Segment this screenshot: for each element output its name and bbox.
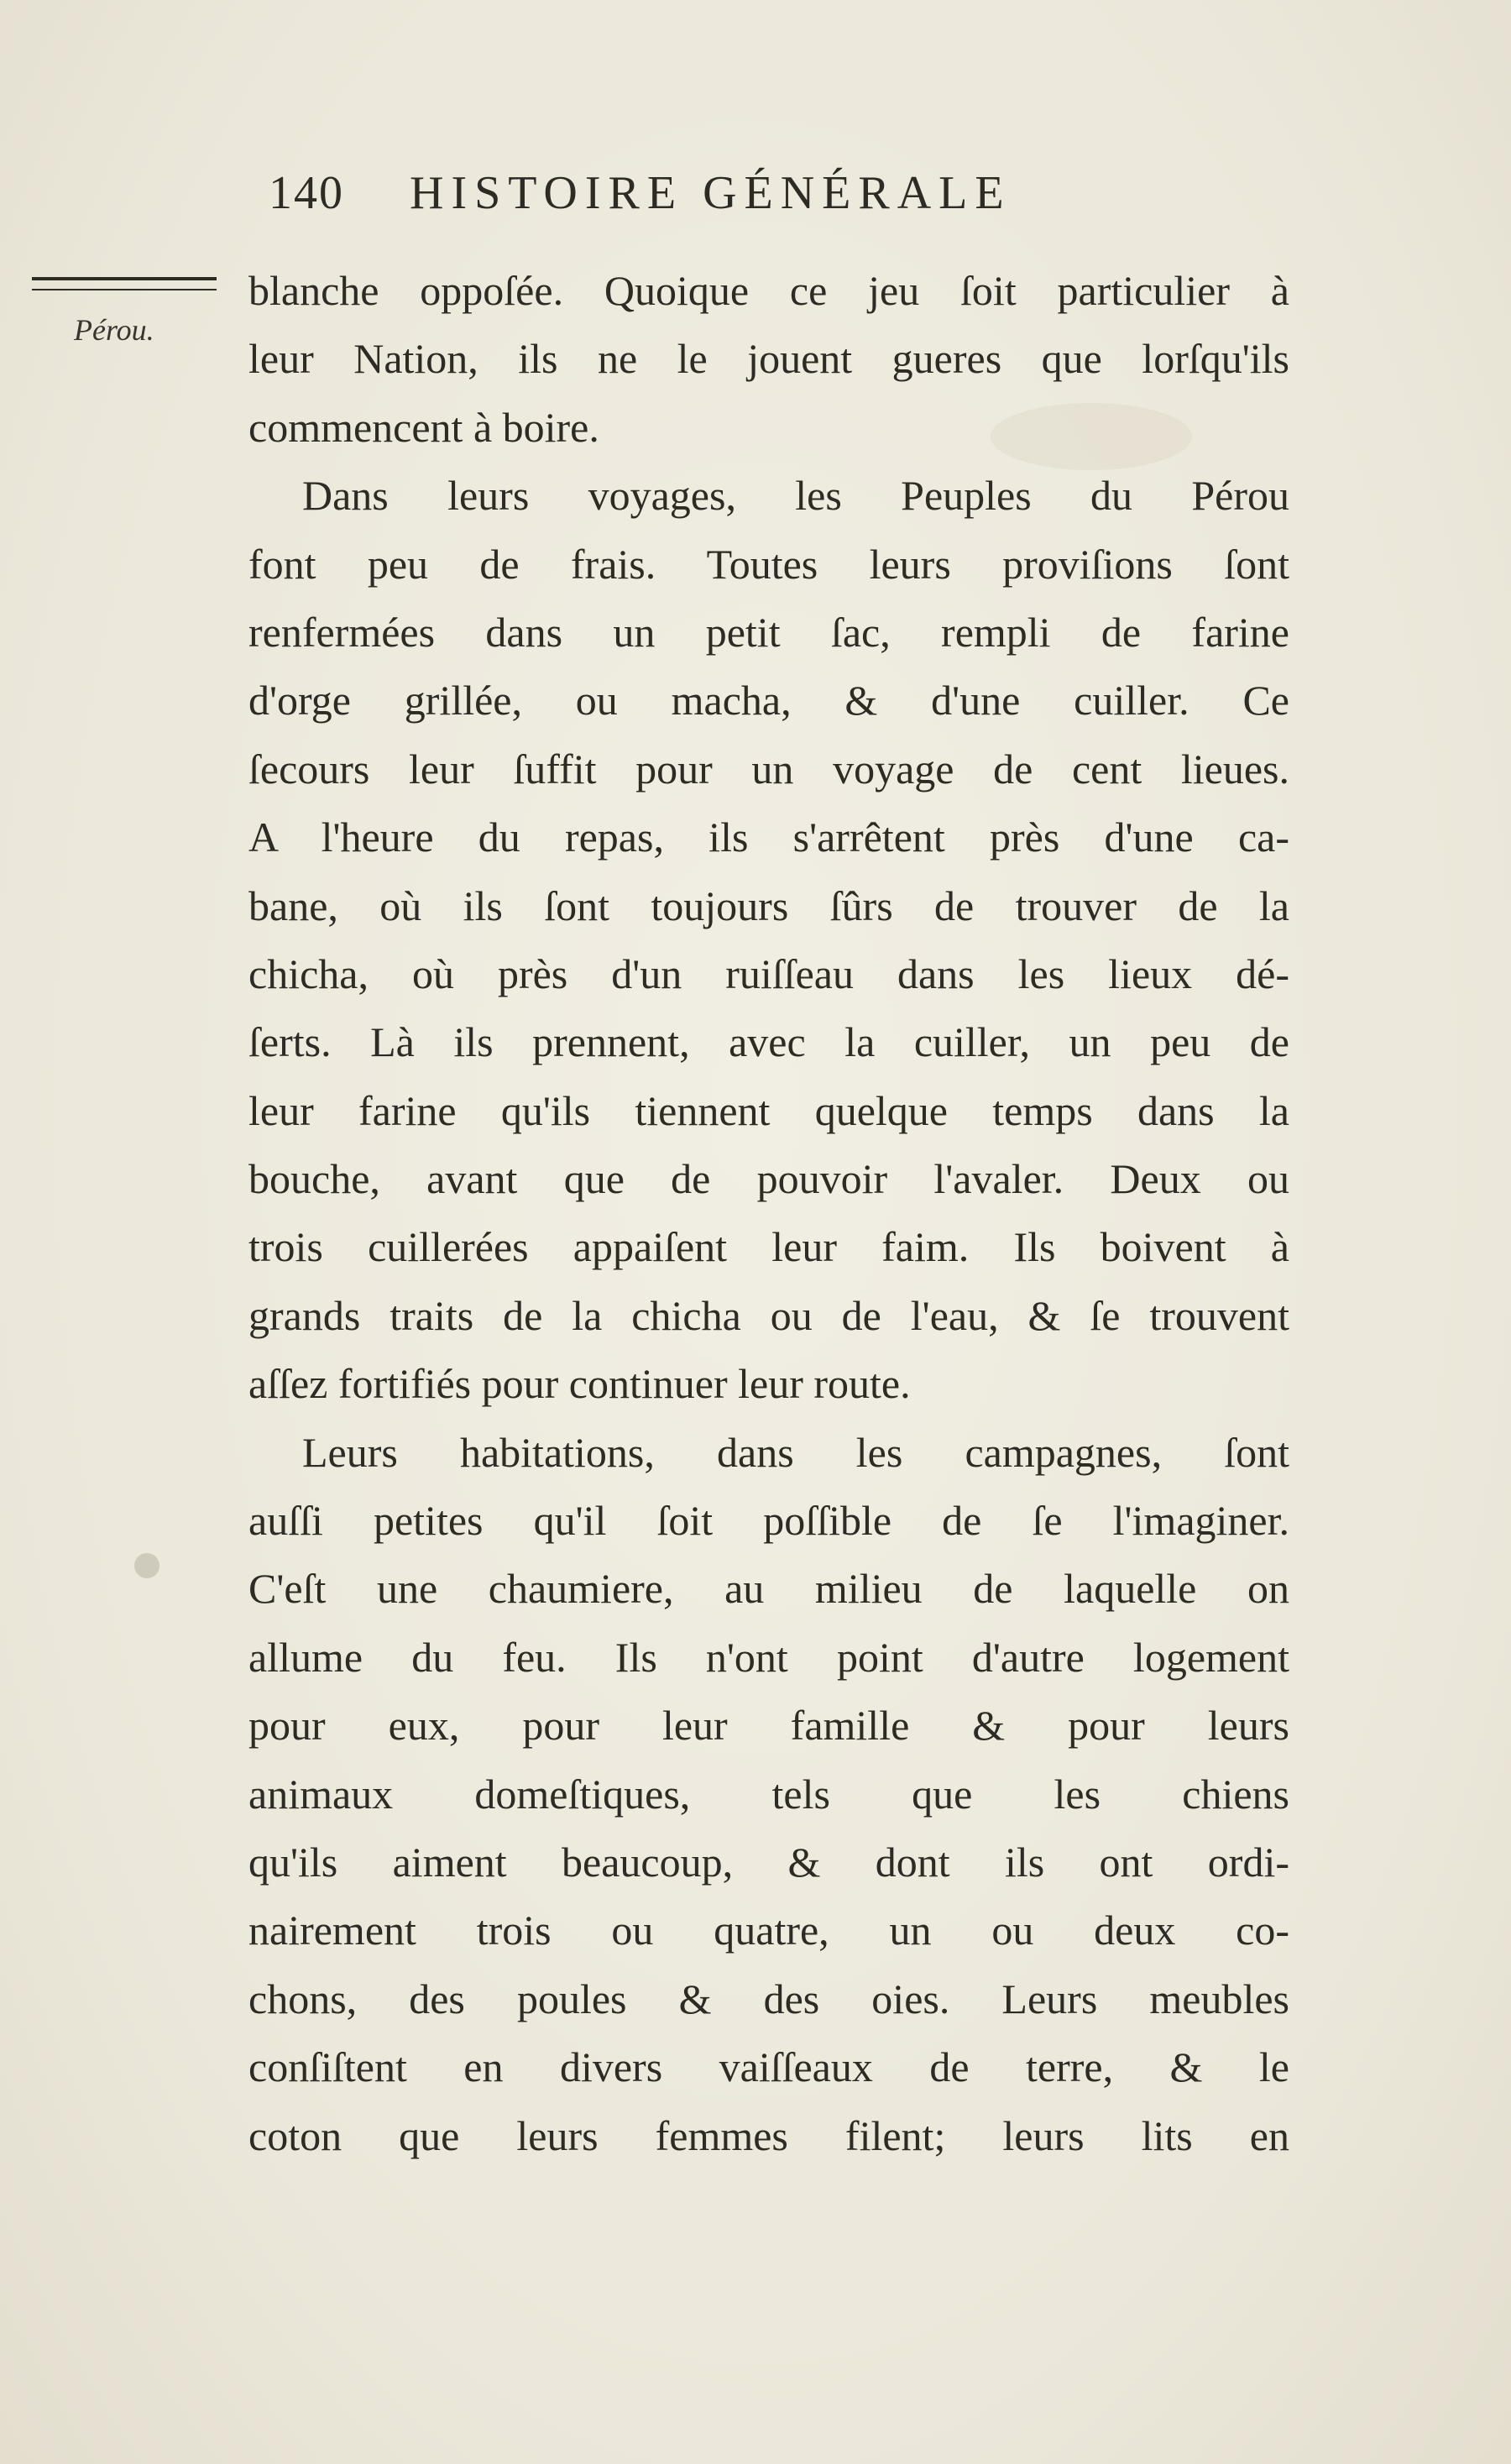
text-line: chons, des poules & des oies. Leurs meubles — [248, 1975, 1289, 2022]
text-line: ſerts. Là ils prennent, avec la cuiller, un peu de — [248, 1018, 1289, 1066]
text-line: chicha, où près d'un ruiſſeau dans les lieux dé- — [248, 950, 1289, 997]
text-line: commencent à boire. — [248, 403, 599, 451]
text-line: Dans leurs voyages, les Peuples du Pérou — [302, 472, 1289, 520]
text-line: bane, où ils ſont toujours ſûrs de trouver de la — [248, 881, 1289, 929]
text-line: leur farine qu'ils tiennent quelque temps dans la — [248, 1086, 1289, 1134]
text-line: A l'heure du repas, ils s'arrêtent près d'une ca- — [248, 813, 1289, 861]
page-header — [269, 166, 1158, 225]
text-line: qu'ils aiment beaucoup, & dont ils ont ordi- — [248, 1838, 1289, 1886]
margin-note: Pérou. — [74, 313, 154, 347]
text-line: allume du feu. Ils n'ont point d'autre logement — [248, 1633, 1289, 1681]
page-number: 140 — [269, 167, 344, 219]
margin-rule — [32, 277, 217, 290]
text-line: grands traits de la chicha ou de l'eau, & ſe trouvent — [248, 1291, 1289, 1339]
text-line: nairement trois ou quatre, un ou deux co- — [248, 1907, 1289, 1954]
text-line: aſſez fortifiés pour continuer leur route. — [248, 1360, 911, 1408]
text-line: C'eſt une chaumiere, au milieu de laquelle on — [248, 1565, 1289, 1613]
text-line: font peu de frais. Toutes leurs proviſions ſont — [248, 540, 1289, 588]
body-text — [248, 257, 1289, 2170]
text-line: pour eux, pour leur famille & pour leurs — [248, 1702, 1289, 1750]
text-line: renfermées dans un petit ſac, rempli de farine — [248, 608, 1289, 656]
running-title: HISTOIRE GÉNÉRALE — [410, 167, 1012, 219]
text-line: bouche, avant que de pouvoir l'avaler. Deux ou — [248, 1155, 1289, 1203]
text-line: trois cuillerées appaiſent leur faim. Ils boivent à — [248, 1223, 1289, 1271]
text-line: Leurs habitations, dans les campagnes, ſont — [302, 1428, 1289, 1476]
paper-speck — [134, 1553, 159, 1578]
text-line: auſſi petites qu'il ſoit poſſible de ſe l'imaginer. — [248, 1497, 1289, 1545]
text-line: leur Nation, ils ne le jouent gueres que lorſqu'ils — [248, 335, 1289, 383]
text-line: blanche oppoſée. Quoique ce jeu ſoit particulier à — [248, 267, 1289, 314]
text-line: conſiſtent en divers vaiſſeaux de terre, & le — [248, 2043, 1289, 2091]
text-line: animaux domeſtiques, tels que les chiens — [248, 1770, 1289, 1818]
text-line: ſecours leur ſuffit pour un voyage de cent lieues. — [248, 745, 1289, 793]
text-line: d'orge grillée, ou macha, & d'une cuiller. Ce — [248, 677, 1289, 725]
text-line: coton que leurs femmes filent; leurs lits en — [248, 2111, 1289, 2159]
